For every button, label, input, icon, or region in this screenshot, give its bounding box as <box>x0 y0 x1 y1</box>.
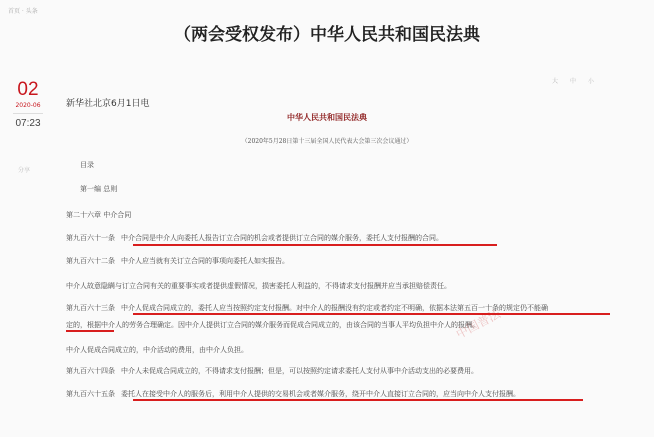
law-title: 中华人民共和国民法典 <box>287 113 367 122</box>
article-number: 第九百六十二条 <box>66 257 115 265</box>
part-label: 第一编 总则 <box>80 185 118 193</box>
law-note: （2020年5月28日第十三届全国人民代表大会第三次会议通过） <box>241 138 413 145</box>
article-number: 第九百六十三条 <box>66 304 115 312</box>
article-text: 中介合同是中介人向委托人报告订立合同的机会或者提供订立合同的媒介服务，委托人支付报酬的合同。 <box>121 234 443 242</box>
watermark: 中国普法 <box>453 306 503 342</box>
article-962 <box>66 256 289 266</box>
article-text: 中介人应当就有关订立合同的事项向委托人如实报告。 <box>121 257 289 265</box>
article-961 <box>66 233 443 243</box>
breadcrumb[interactable]: 首页 · 头条 <box>8 8 38 15</box>
page-title: （两会受权发布）中华人民共和国民法典 <box>174 25 480 45</box>
highlight-underline <box>133 244 497 246</box>
font-size-medium[interactable]: 中 <box>569 78 576 85</box>
article-number: 第九百六十五条 <box>66 390 115 398</box>
highlight-underline <box>133 399 583 401</box>
article-text: 委托人在接受中介人的服务后，利用中介人提供的交易机会或者媒介服务，绕开中介人直接订立合同的，应当向中介人支付报酬。 <box>121 390 520 398</box>
highlight-underline <box>66 330 114 332</box>
article-text: 中介人未促成合同成立的，不得请求支付报酬；但是，可以按照约定请求委托人支付从事中介活动支出的必要费用。 <box>121 367 478 375</box>
highlight-underline <box>133 313 610 315</box>
publish-time: 07:23 <box>15 118 41 129</box>
publish-year-month: 2020-06 <box>15 102 41 109</box>
article-964 <box>66 366 478 376</box>
article-965 <box>66 389 520 399</box>
article-text: 中介人促成合同成立的，委托人应当按照约定支付报酬。对中介人的报酬没有约定或者约定不明确，依据本法第五百一十条的规定仍不能确 <box>121 304 548 312</box>
chapter-label: 第二十六章 中介合同 <box>66 211 132 219</box>
publish-day: 02 <box>17 79 39 100</box>
article-963-cont: 定的，根据中介人的劳务合理确定。因中介人提供订立合同的媒介服务而促成合同成立的，由该合同的当事人平均负担中介人的报酬。 <box>66 321 479 329</box>
toc-label: 目录 <box>80 161 94 169</box>
font-size-small[interactable]: 小 <box>587 78 594 85</box>
font-size-large[interactable]: 大 <box>552 78 559 85</box>
font-size-controls <box>542 76 594 85</box>
article-962-p2: 中介人故意隐瞒与订立合同有关的重要事实或者提供虚假情况，损害委托人利益的，不得请求支付报酬并应当承担赔偿责任。 <box>66 282 451 290</box>
article-number: 第九百六十一条 <box>66 234 115 242</box>
dateline: 新华社北京6月1日电 <box>66 99 150 109</box>
share-button[interactable]: 分享 <box>18 167 31 174</box>
article-963-p2: 中介人促成合同成立的，中介活动的费用，由中介人负担。 <box>66 346 248 354</box>
article-number: 第九百六十四条 <box>66 367 115 375</box>
article-963 <box>66 303 548 313</box>
